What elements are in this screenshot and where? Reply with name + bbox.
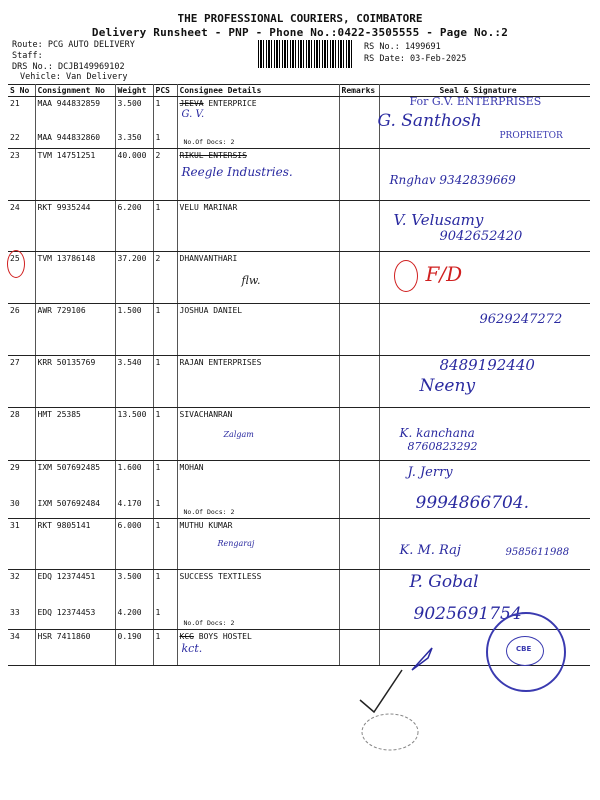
cell-pcs: 1 — [153, 497, 177, 519]
handwritten-name: Reegle Industries. — [181, 165, 293, 179]
cell-weight: 0.190 — [115, 630, 153, 666]
cell-remarks — [339, 606, 379, 630]
cell-weight: 6.000 — [115, 519, 153, 570]
cell-consignment: KRR 50135769 — [35, 356, 115, 408]
struck-name: KCG — [179, 632, 194, 641]
signature: Neeny — [419, 376, 476, 396]
cell-signature — [379, 304, 590, 356]
cell-signature — [379, 97, 590, 131]
seal-text: For G.V. ENTERPRISES — [409, 95, 542, 108]
cell-consignee — [177, 606, 339, 630]
cell-consignment: MAA 944832859 — [35, 97, 115, 131]
faint-stamp-impression — [362, 714, 418, 750]
table-row — [8, 356, 590, 408]
consignee-text: SUCCESS TEXTILESS — [179, 572, 262, 581]
seal-proprietor: PROPRIETOR — [499, 130, 563, 141]
table-row — [8, 131, 590, 149]
cell-pcs: 2 — [153, 252, 177, 304]
table-row — [8, 304, 590, 356]
struck-name: RIKUL ENTERSIS — [179, 151, 247, 160]
cell-consignment: EDQ 12374451 — [35, 570, 115, 606]
table-row — [8, 497, 590, 519]
cell-pcs: 2 — [153, 149, 177, 201]
cell-weight: 37.200 — [115, 252, 153, 304]
col-pcs: PCS — [153, 85, 177, 97]
cell-sno: 29 — [8, 461, 35, 497]
cell-consignee — [177, 497, 339, 519]
consignee-text: VELU MARINAR — [179, 203, 238, 212]
docs-count: No.Of Docs: 2 — [183, 508, 235, 516]
cell-sno: 33 — [8, 606, 35, 630]
cell-weight: 4.170 — [115, 497, 153, 519]
pen-mark — [412, 648, 432, 670]
cell-weight: 1.500 — [115, 304, 153, 356]
phone-number: 9629247272 — [479, 312, 563, 327]
struck-name: JEEVA — [179, 99, 204, 108]
signature: K. M. Raj — [399, 543, 461, 558]
signature: K. kanchana — [399, 426, 475, 440]
handwritten-name: Rengaraj — [217, 539, 255, 548]
cell-sno: 31 — [8, 519, 35, 570]
cell-sno: 27 — [8, 356, 35, 408]
cell-consignee — [177, 570, 339, 606]
cell-pcs: 1 — [153, 606, 177, 630]
seal-text: CBE — [516, 645, 532, 653]
rs-date: RS Date: 03-Feb-2025 — [364, 54, 467, 64]
docs-count: No.Of Docs: 2 — [183, 619, 235, 627]
signature: J. Jerry — [407, 465, 453, 480]
cell-sno: 24 — [8, 201, 35, 252]
cell-sno: 34 — [8, 630, 35, 666]
cell-consignment: TVM 13786148 — [35, 252, 115, 304]
phone-number: 9585611988 — [505, 547, 570, 558]
consignee-text: RAJAN ENTERPRISES — [179, 358, 262, 367]
consignee-text: MUTHU KUMAR — [179, 521, 233, 530]
cell-consignee — [177, 461, 339, 497]
signature: G. Santhosh — [377, 111, 482, 131]
cell-sno — [8, 252, 35, 304]
cell-sno: 22 — [8, 131, 35, 149]
cell-sno: 28 — [8, 408, 35, 461]
consignee-text: BOYS HOSTEL — [198, 632, 252, 641]
cell-weight: 3.540 — [115, 356, 153, 408]
cell-consignment: IXM 507692485 — [35, 461, 115, 497]
pen-strokes — [340, 640, 460, 760]
cell-remarks — [339, 356, 379, 408]
cell-consignment: AWR 729106 — [35, 304, 115, 356]
cell-consignment: RKT 9805141 — [35, 519, 115, 570]
cell-weight: 3.500 — [115, 97, 153, 131]
cell-consignee — [177, 201, 339, 252]
cell-consignment: IXM 507692484 — [35, 497, 115, 519]
barcode — [258, 40, 354, 68]
cell-sno: 21 — [8, 97, 35, 131]
document-subtitle: Delivery Runsheet - PNP - Phone No.:0422-3505555 - Page No.:2 — [91, 26, 509, 39]
signature: V. Velusamy — [393, 211, 484, 229]
cell-signature — [379, 252, 590, 304]
staff-label: Staff: — [12, 51, 43, 61]
rs-number: RS No.: 1499691 — [364, 42, 441, 52]
consignee-text: JOSHUA DANIEL — [179, 306, 243, 315]
cell-consignment: MAA 944832860 — [35, 131, 115, 149]
cell-consignee — [177, 131, 339, 149]
col-signature: Seal & Signature — [379, 85, 590, 97]
cell-consignment: HMT 25385 — [35, 408, 115, 461]
cell-consignee — [177, 252, 339, 304]
cell-remarks — [339, 497, 379, 519]
cell-signature — [379, 603, 590, 630]
cell-signature — [379, 201, 590, 252]
docs-count: No.Of Docs: 2 — [183, 138, 235, 146]
phone-number: 9042652420 — [439, 229, 523, 244]
consignee-text: ENTERPRICE — [208, 99, 257, 108]
cell-consignee — [177, 97, 339, 131]
handwritten-mark: flw. — [241, 274, 261, 287]
cell-sno: 23 — [8, 149, 35, 201]
red-circle-mark — [7, 250, 25, 278]
sno-text: 25 — [10, 254, 20, 263]
table-row — [8, 252, 590, 304]
cell-pcs: 1 — [153, 570, 177, 606]
table-row — [8, 201, 590, 252]
cell-consignee — [177, 304, 339, 356]
handwritten-name: kct. — [181, 642, 203, 655]
cell-weight: 6.200 — [115, 201, 153, 252]
cell-pcs: 1 — [153, 630, 177, 666]
cell-pcs: 1 — [153, 519, 177, 570]
cell-remarks — [339, 408, 379, 461]
runsheet-table — [8, 84, 590, 666]
cell-weight: 13.500 — [115, 408, 153, 461]
cell-signature — [379, 492, 590, 519]
cell-signature — [379, 356, 590, 408]
red-circle-mark — [394, 260, 418, 292]
handwritten-name: Zalgam — [223, 430, 254, 439]
document-title: THE PROFESSIONAL COURIERS, COIMBATORE — [177, 12, 423, 25]
col-consignment: Consignment No — [35, 85, 115, 97]
cell-remarks — [339, 461, 379, 497]
cell-consignee — [177, 519, 339, 570]
cell-remarks — [339, 97, 379, 131]
cell-pcs: 1 — [153, 201, 177, 252]
cell-consignee — [177, 149, 339, 201]
table-row — [8, 519, 590, 570]
cell-pcs: 1 — [153, 97, 177, 131]
signature: F/D — [425, 262, 463, 286]
cell-weight: 40.000 — [115, 149, 153, 201]
phone-number: 9994866704. — [415, 492, 530, 513]
cell-consignment: HSR 7411860 — [35, 630, 115, 666]
drs-number: DRS No.: DCJB149969102 — [12, 62, 125, 72]
pen-mark — [360, 670, 402, 712]
col-sno: S No — [8, 85, 35, 97]
cell-pcs: 1 — [153, 408, 177, 461]
cell-signature — [379, 461, 590, 497]
cell-remarks — [339, 252, 379, 304]
cell-weight: 4.200 — [115, 606, 153, 630]
col-consignee: Consignee Details — [177, 85, 339, 97]
cell-signature — [379, 408, 590, 461]
table-row — [8, 97, 590, 131]
cell-pcs: 1 — [153, 356, 177, 408]
col-remarks: Remarks — [339, 85, 379, 97]
phone-number: 9025691754 — [413, 603, 522, 624]
cell-weight: 3.500 — [115, 570, 153, 606]
consignee-text: DHANVANTHARI — [179, 254, 238, 263]
cell-consignment: RKT 9935244 — [35, 201, 115, 252]
col-weight: Weight — [115, 85, 153, 97]
cell-weight: 1.600 — [115, 461, 153, 497]
signature: Rnghav 9342839669 — [389, 173, 516, 187]
table-row — [8, 408, 590, 461]
cell-weight: 3.350 — [115, 131, 153, 149]
cell-signature — [379, 149, 590, 201]
cell-sno: 30 — [8, 497, 35, 519]
cell-sno: 26 — [8, 304, 35, 356]
cell-consignee — [177, 356, 339, 408]
cell-sno: 32 — [8, 570, 35, 606]
cell-consignee — [177, 630, 339, 666]
signature: P. Gobal — [409, 572, 479, 592]
cell-signature — [379, 131, 590, 149]
cell-pcs: 1 — [153, 304, 177, 356]
cell-remarks — [339, 304, 379, 356]
round-seal — [486, 612, 566, 692]
consignee-text: MOHAN — [179, 463, 204, 472]
cell-consignment: EDQ 12374453 — [35, 606, 115, 630]
handwritten-name: G. V. — [181, 109, 205, 120]
cell-signature — [379, 570, 590, 606]
cell-remarks — [339, 131, 379, 149]
cell-pcs: 1 — [153, 461, 177, 497]
table-row — [8, 570, 590, 606]
cell-consignee — [177, 408, 339, 461]
phone-number: 8489192440 — [439, 356, 535, 374]
consignee-text: SIVACHANRAN — [179, 410, 233, 419]
cell-remarks — [339, 149, 379, 201]
cell-signature — [379, 519, 590, 570]
table-row — [8, 149, 590, 201]
vehicle-label: Vehicle: Van Delivery — [20, 72, 128, 82]
route-label: Route: PCG AUTO DELIVERY — [12, 40, 135, 50]
cell-remarks — [339, 570, 379, 606]
phone-number: 8760823292 — [407, 440, 478, 453]
cell-remarks — [339, 519, 379, 570]
cell-remarks — [339, 201, 379, 252]
cell-consignment: TVM 14751251 — [35, 149, 115, 201]
table-row — [8, 461, 590, 497]
cell-pcs: 1 — [153, 131, 177, 149]
